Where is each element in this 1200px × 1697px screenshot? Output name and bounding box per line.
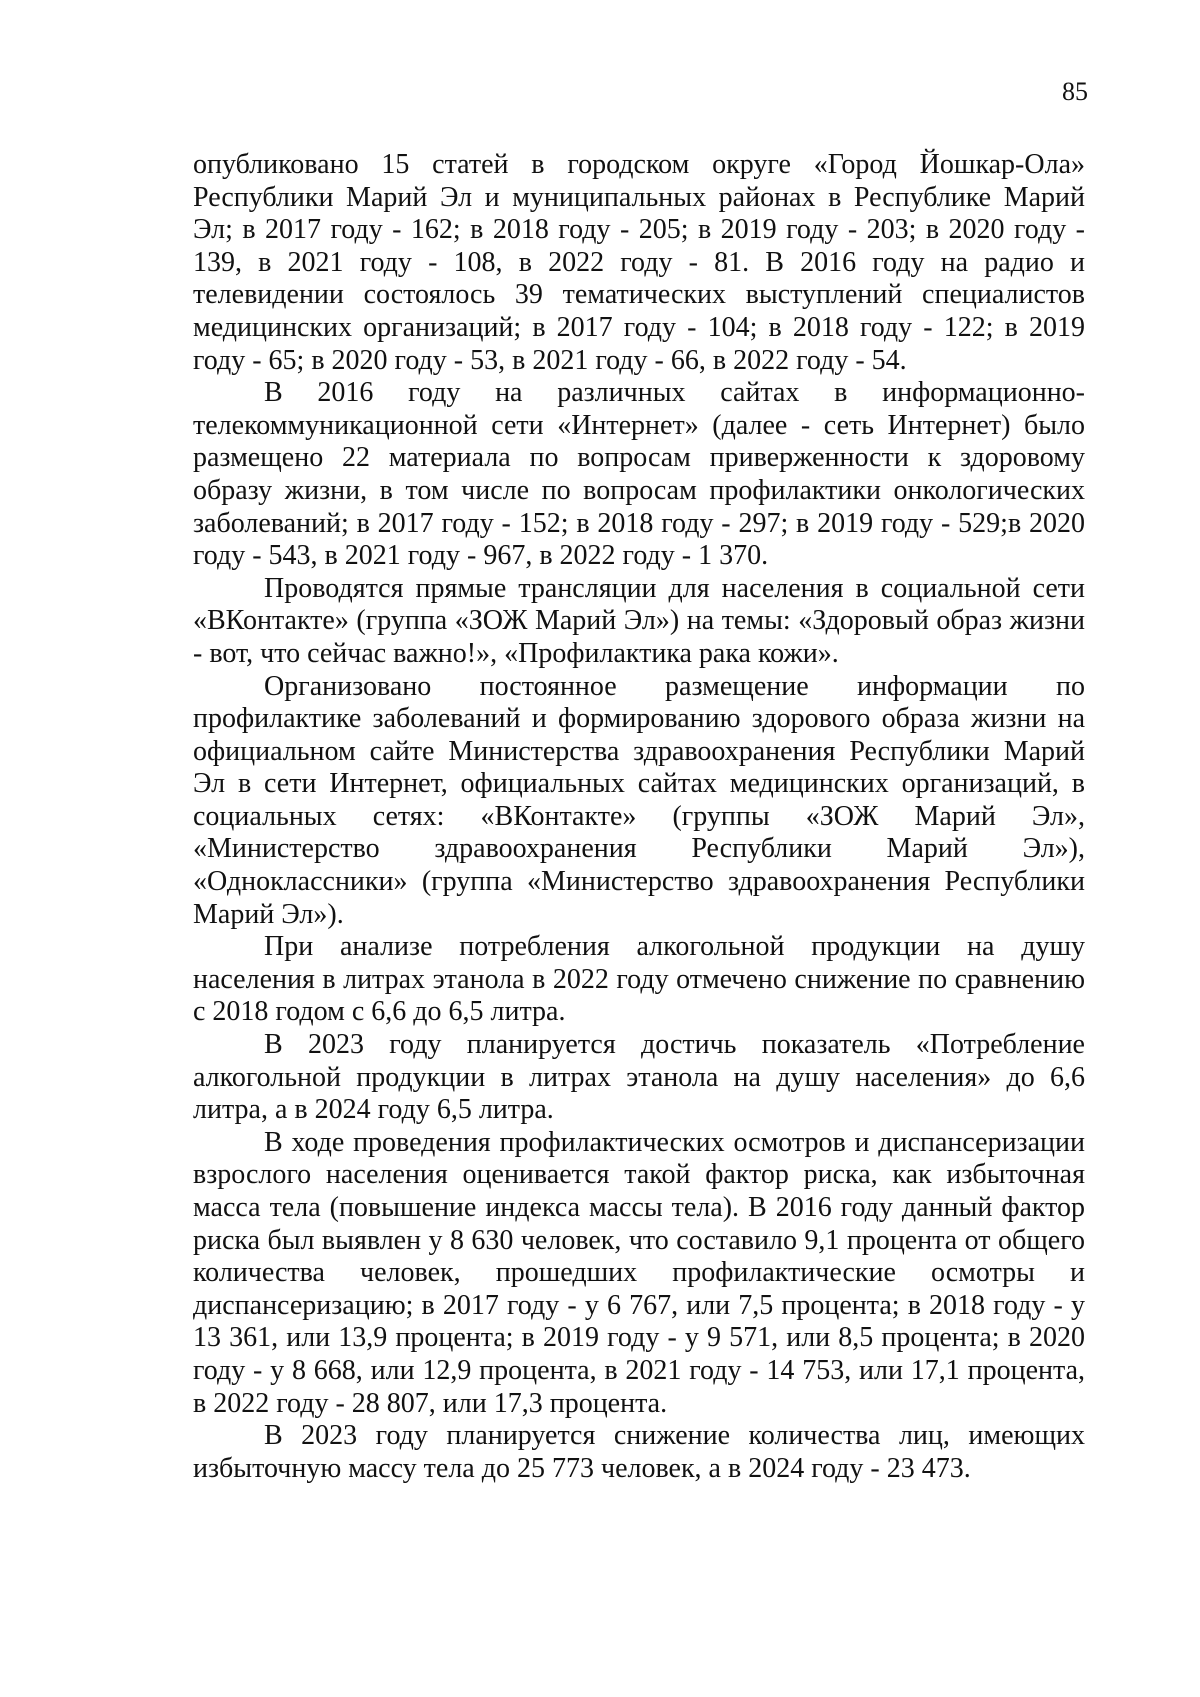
- paragraph-excess-weight: В ходе проведения профилактических осмотров и диспансеризации взрослого населения оценивается такой фактор риска, как избыточная масса тела (повышение индекса массы тела). В 2016 году данный фактор риска был выявлен у 8 630 человек, что составило 9,1 процента от общего количества человек, прошедших профилактические осмотры и диспансеризацию; в 2017 году - у 6 767, или 7,5 процента; в 2018 году - у 13 361, или 13,9 процента; в 2019 году - у 9 571, или 8,5 процента; в 2020 году - у 8 668, или 12,9 процента, в 2021 году - 14 753, или 17,1 процента, в 2022 году - 28 807, или 17,3 процента.: [193, 1126, 1085, 1419]
- paragraph-alcohol-analysis: При анализе потребления алкогольной продукции на душу населения в литрах этанола в 2022 году отмечено снижение по сравнению с 2018 годом с 6,6 до 6,5 литра.: [193, 931, 1085, 1028]
- page-number: 85: [1062, 77, 1088, 106]
- paragraph-internet-materials: В 2016 году на различных сайтах в информационно-телекоммуникационной сети «Интернет» (далее - сеть Интернет) было размещено 22 материала по вопросам приверженности к здоровому образу жизни, в том числе по вопросам профилактики онкологических заболеваний; в 2017 году - 152; в 2018 году - 297; в 2019 году - 529;в 2020 году - 543, в 2021 году - 967, в 2022 году - 1 370.: [193, 377, 1085, 572]
- paragraph-weight-target: В 2023 году планируется снижение количества лиц, имеющих избыточную массу тела до 25 773 человек, а в 2024 году - 23 473.: [193, 1420, 1085, 1484]
- paragraph-information-placement: Организовано постоянное размещение информации по профилактике заболеваний и формированию здорового образа жизни на официальном сайте Министерства здравоохранения Республики Марий Эл в сети Интернет, официальных сайтах медицинских организаций, в социальных сетях: «ВКонтакте» (группы «ЗОЖ Марий Эл», «Министерство здравоохранения Республики Марий Эл»), «Одноклассники» (группа «Министерство здравоохранения Республики Марий Эл»).: [193, 670, 1085, 930]
- paragraph-live-broadcasts: Проводятся прямые трансляции для населения в социальной сети «ВКонтакте» (группа «ЗОЖ Марий Эл») на темы: «Здоровый образ жизни - вот, что сейчас важно!», «Профилактика рака кожи».: [193, 572, 1085, 669]
- paragraph-alcohol-target: В 2023 году планируется достичь показатель «Потребление алкогольной продукции в литрах этанола на душу населения» до 6,6 литра, а в 2024 году 6,5 литра.: [193, 1029, 1085, 1126]
- paragraph-media-publications: опубликовано 15 статей в городском округе «Город Йошкар-Ола» Республики Марий Эл и муниципальных районах в Республике Марий Эл; в 2017 году - 162; в 2018 году - 205; в 2019 году - 203; в 2020 году - 139, в 2021 году - 108, в 2022 году - 81. В 2016 году на радио и телевидении состоялось 39 тематических выступлений специалистов медицинских организаций; в 2017 году - 104; в 2018 году - 122; в 2019 году - 65; в 2020 году - 53, в 2021 году - 66, в 2022 году - 54.: [193, 149, 1085, 376]
- document-body: [193, 149, 1085, 1485]
